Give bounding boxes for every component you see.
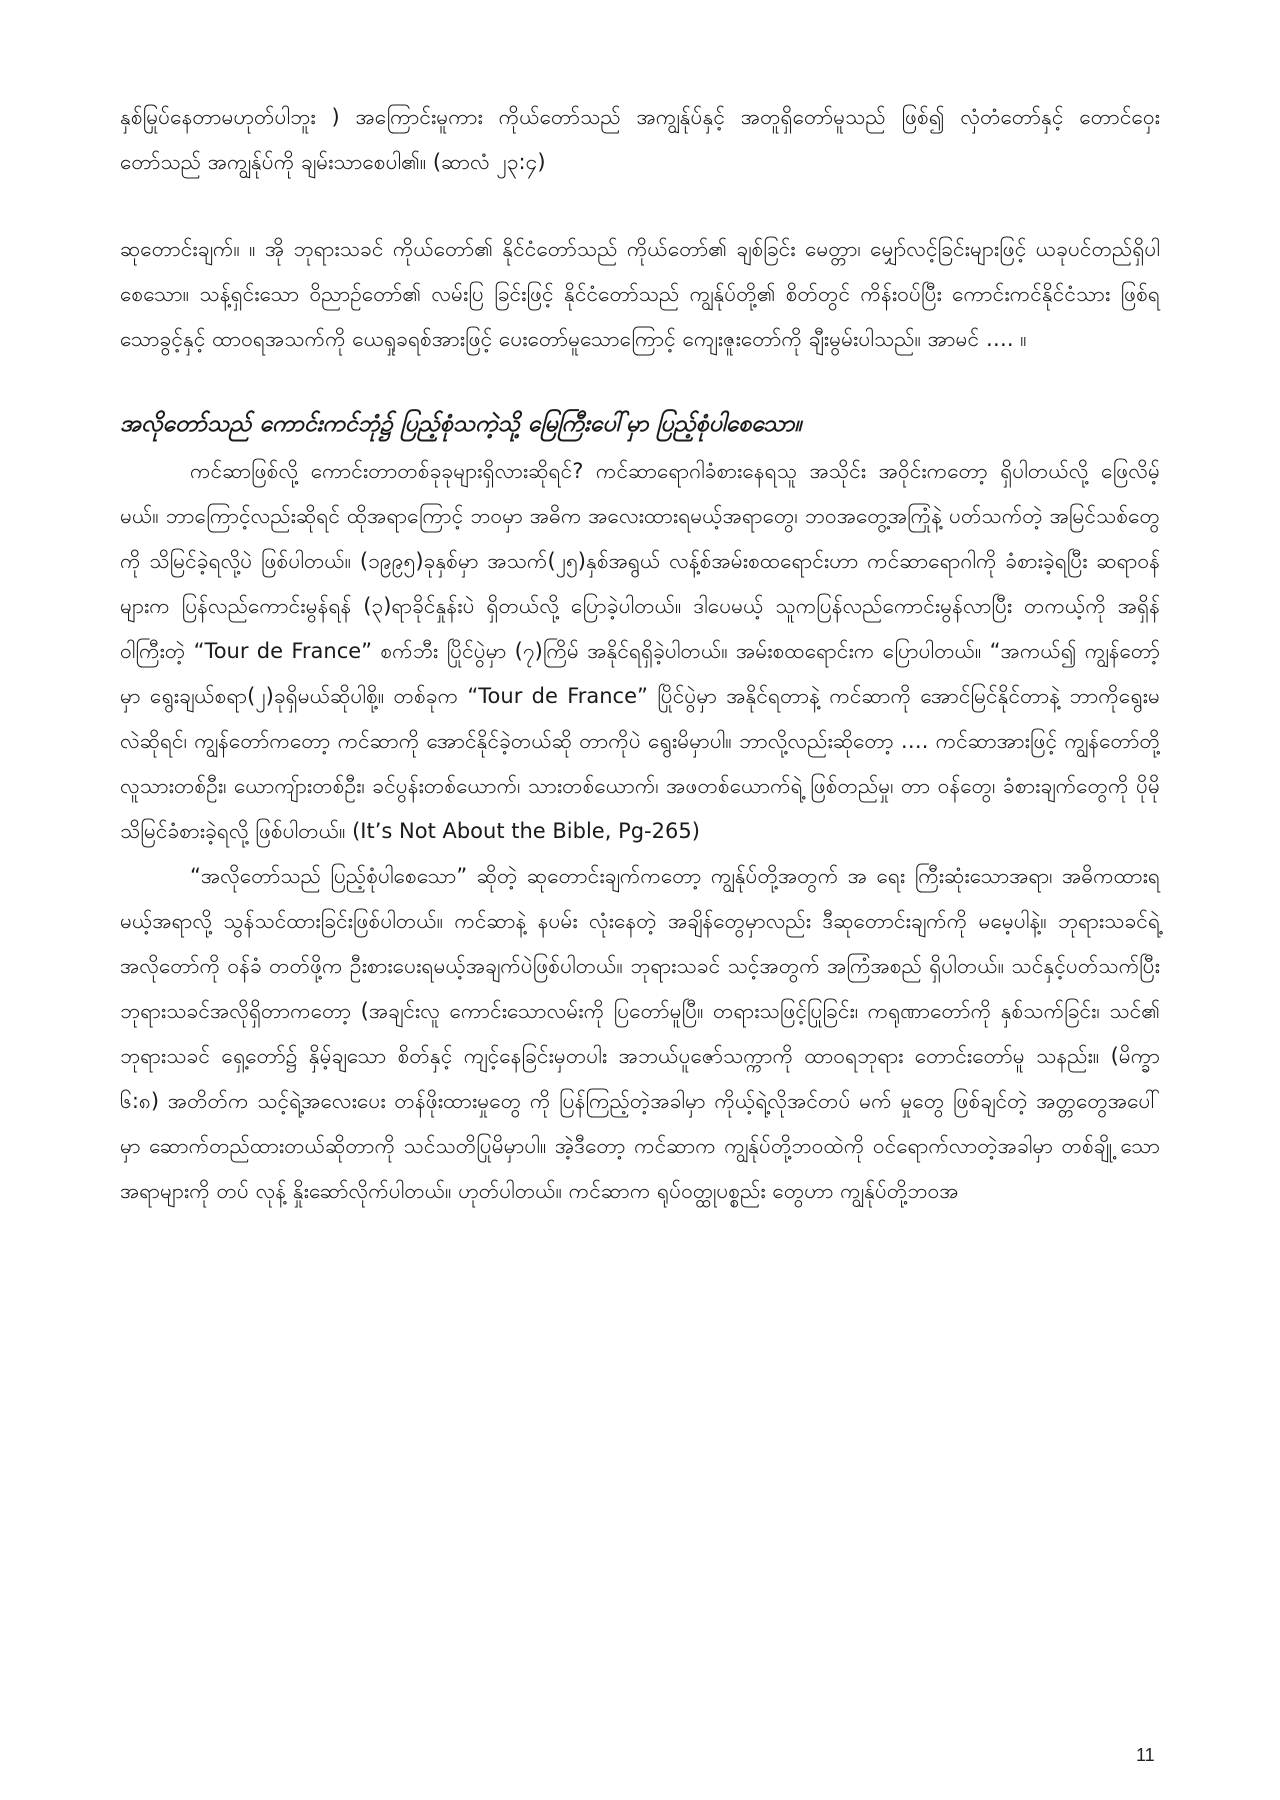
paragraph-gods-will: “အလိုတော်သည် ပြည့်စုံပါစေသော” ဆိုတဲ့ ဆုတောင်းချက်ကတော့ ကျွန်ုပ်တို့အတွက် အ ရေး ကြီးဆုံးသောအရာ၊ အဓိကထားရမယ့်အရာလို့ သွန်သင်ထားခြင်းဖြစ်ပါတယ်။ ကင်ဆာနဲ့ နပမ်း လုံးနေတဲ့ အချိန်တွေမှာလည်း ဒီဆုတောင်းချက်ကို မမေ့ပါနဲ့။ ဘုရားသခင်ရဲ့အလိုတော်ကို ဝန်ခံ တတ်ဖို့က ဦးစားပေးရမယ့်အချက်ပဲဖြစ်ပါတယ်။ ဘုရားသခင် သင့်အတွက် အကြံအစည် ရှိပါတယ်။ သင်နှင့်ပတ်သက်ပြီး ဘုရားသခင်အလိုရှိတာကတော့ (အချင်းလူ ကောင်းသောလမ်းကို ပြတော်မူပြီ။ တရားသဖြင့်ပြုခြင်း၊ ကရုဏာတော်ကို နှစ်သက်ခြင်း၊ သင်၏ ဘုရားသခင် ရှေ့တော်၌ နှိမ့်ချသော စိတ်နှင့် ကျင့်နေခြင်းမှတပါး အဘယ်ပူဇော်သက္ကာကို ထာဝရဘုရား တောင်းတော်မူ သနည်း။ (မိက္ခာ ၆:၈) အတိတ်က သင့်ရဲ့အလေးပေး တန်ဖိုးထားမှုတွေ ကို ပြန်ကြည့်တဲ့အခါမှာ ကိုယ့်ရဲ့လိုအင်တပ် မက် မှုတွေ ဖြစ်ချင်တဲ့ အတ္တတွေအပေါ်မှာ ဆောက်တည်ထားတယ်ဆိုတာကို သင်သတိပြုမိမှာပါ။ အဲ့ဒီတော့ ကင်ဆာက ကျွန်ုပ်တို့ဘဝထဲကို ဝင်ရောက်လာတဲ့အခါမှာ တစ်ချို့ သောအရာများကို တပ် လုန့် နှိုးဆော်လိုက်ပါတယ်။ ဟုတ်ပါတယ်။ ကင်ဆာက ရုပ်ဝတ္ထုပစ္စည်း တွေဟာ ကျွန်ုပ်တို့ဘဝအ <box>120 864 1160 1203</box>
paragraph-prayer: ဆုတောင်းချက်။ ။ အို ဘုရားသခင် ကိုယ်တော်၏ နိုင်ငံတော်သည် ကိုယ်တော်၏ ချစ်ခြင်း မေတ္တာ၊ မျှော်လင့်ခြင်းများဖြင့် ယခုပင်တည်ရှိပါစေသော။ သန့်ရှင်းသော ဝိညာဉ်တော်၏ လမ်းပြ ခြင်းဖြင့် နိုင်ငံတော်သည် ကျွန်ုပ်တို့၏ စိတ်တွင် ကိန်းဝပ်ပြီး ကောင်းကင်နိုင်ငံသား ဖြစ်ရသောခွင့်နှင့် ထာဝရအသက်ကို ယေရှုခရစ်အားဖြင့် ပေးတော်မူသောကြောင့် ကျေးဇူးတော်ကို ချီးမွမ်းပါသည်။ အာမင် …. ။ <box>120 237 1160 351</box>
paragraph-scripture-ending: နှစ်မြုပ်နေတာမဟုတ်ပါဘူး ) အကြောင်းမူကား ကိုယ်တော်သည် အကျွန်ုပ်နှင့် အတူရှိတော်မူသည် ဖြစ်၍ လှံတံတော်နှင့် တောင်ဝှေးတော်သည် အကျွန်ုပ်ကို ချမ်းသာစေပါ၏။ (ဆာလံ ၂၃:၄) <box>120 105 1160 174</box>
page-number: 11 <box>1136 1745 1155 1765</box>
paragraph-cancer-story: ကင်ဆာဖြစ်လို့ ကောင်းတာတစ်ခုခုများရှိလားဆိုရင်? ကင်ဆာရောဂါခံစားနေရသူ အသိုင်း အဝိုင်းကတော့ ရှိပါတယ်လို့ ဖြေလိမ့်မယ်။ ဘာကြောင့်လည်းဆိုရင် ထိုအရာကြောင့် ဘဝမှာ အဓိက အလေးထားရမယ့်အရာတွေ၊ ဘဝအတွေ့အကြုံနဲ့ ပတ်သက်တဲ့ အမြင်သစ်တွေကို သိမြင်ခဲ့ရလို့ပဲ ဖြစ်ပါတယ်။ (၁၉၉၅)ခုနှစ်မှာ အသက်(၂၅)နှစ်အရွယ် လန့်စ်အမ်းစထရောင်းဟာ ကင်ဆာရောဂါကို ခံစားခဲ့ရပြီး ဆရာဝန်များက ပြန်လည်ကောင်းမွန်ရန် (၃)ရာခိုင်နှုန်းပဲ ရှိတယ်လို့ ပြောခဲ့ပါတယ်။ ဒါပေမယ့် သူကပြန်လည်ကောင်းမွန်လာပြီး တကယ့်ကို အရှိန်ဝါကြီးတဲ့ “Tour de France” စက်ဘီး ပြိုင်ပွဲမှာ (၇)ကြိမ် အနိုင်ရရှိခဲ့ပါတယ်။ အမ်းစထရောင်းက ပြောပါတယ်။ “အကယ်၍ ကျွန်တော့်မှာ ရွေးချယ်စရာ(၂)ခုရှိမယ်ဆိုပါစို့။ တစ်ခုက “Tour de France” ပြိုင်ပွဲမှာ အနိုင်ရတာနဲ့ ကင်ဆာကို အောင်မြင်နိုင်တာနဲ့ ဘာကိုရွေးမလဲဆိုရင်၊ ကျွန်တော်ကတော့ ကင်ဆာကို အောင်နိုင်ခဲ့တယ်ဆို တာကိုပဲ ရွေးမိမှာပါ။ ဘာလို့လည်းဆိုတော့ …. ကင်ဆာအားဖြင့် ကျွန်တော်တို့ လူသားတစ်ဦး၊ ယောကျ်ားတစ်ဦး၊ ခင်ပွန်းတစ်ယောက်၊ သားတစ်ယောက်၊ အဖတစ်ယောက်ရဲ့ ဖြစ်တည်မှု၊ တာ ဝန်တွေ၊ ခံစားချက်တွေကို ပိုမိုသိမြင်ခံစားခဲ့ရလို့ ဖြစ်ပါတယ်။ (It’s Not About the Bible, Pg-265) <box>120 459 1160 843</box>
document-page <box>120 95 1160 1214</box>
section-heading: အလိုတော်သည် ကောင်းကင်ဘုံ၌ ပြည့်စုံသကဲ့သို့ မြေကြီးပေါ်မှာ ပြည့်စုံပါစေသော။ <box>120 411 802 437</box>
